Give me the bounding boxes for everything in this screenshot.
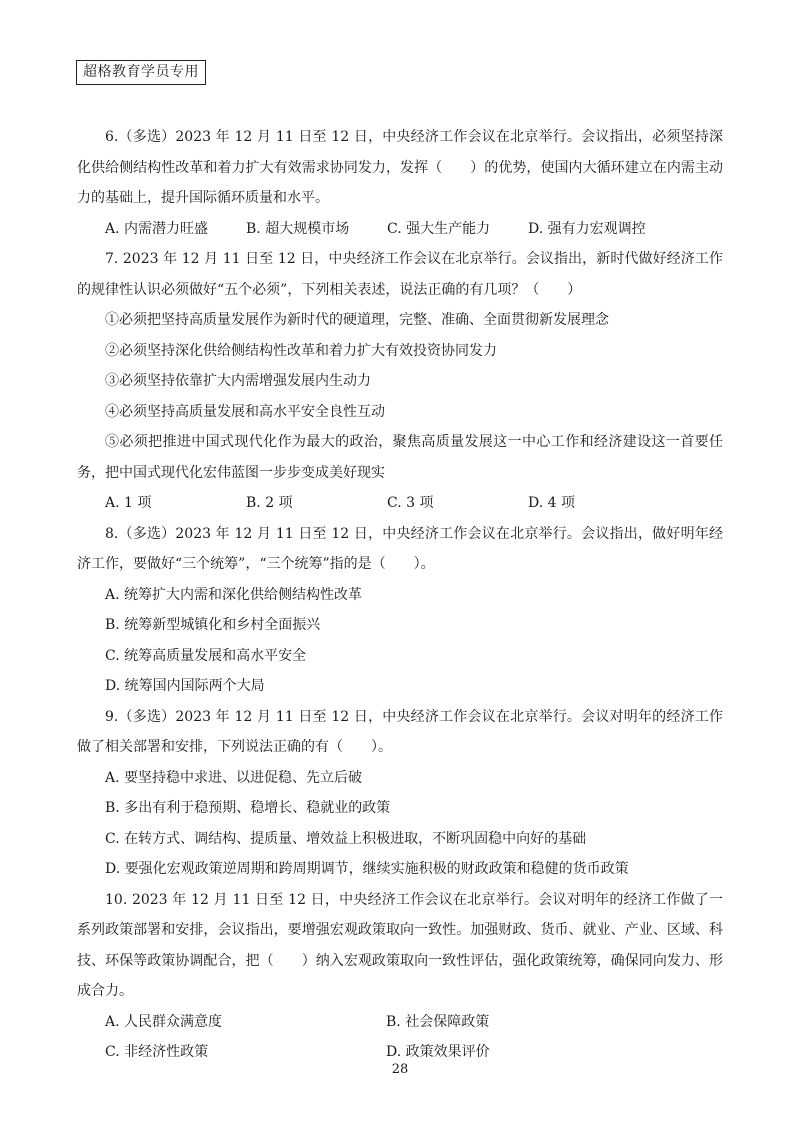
question-10-option-d[interactable]: D. 政策效果评价: [386, 1044, 490, 1060]
question-7-statement-1: ①必须把坚持高质量发展作为新时代的硬道理，完整、准确、全面贯彻新发展理念: [105, 312, 609, 328]
question-8-option-c[interactable]: C. 统筹高质量发展和高水平安全: [105, 647, 307, 664]
question-6-option-d[interactable]: D. 强有力宏观调控: [528, 220, 646, 237]
question-7-statement-3: ③必须坚持依靠扩大内需增强发展内生动力: [105, 373, 371, 389]
question-10-options-row-1: [77, 1007, 723, 1038]
question-7-option-a[interactable]: A. 1 项: [105, 495, 152, 511]
question-9-option-a[interactable]: A. 要坚持稳中求进、以进促稳、先立后破: [105, 769, 363, 786]
question-7-statement-5: ⑤必须把推进中国式现代化作为最大的政治，聚焦高质量发展这一中心工作和经济建设这一首要任务，把中国式现代化宏伟蓝图一步步变成美好现实: [77, 434, 723, 481]
header-label: 超格教育学员专用: [76, 60, 206, 85]
question-9-option-d[interactable]: D. 要强化宏观政策逆周期和跨周期调节，继续实施积极的财政政策和稳健的货币政策: [105, 861, 629, 877]
question-6-option-a[interactable]: A. 内需潜力旺盛: [105, 220, 209, 237]
question-9-option-c[interactable]: C. 在转方式、调结构、提质量、增效益上积极进取，不断巩固稳中向好的基础: [105, 830, 587, 847]
question-6-option-c[interactable]: C. 强大生产能力: [387, 220, 491, 237]
question-6-options: [77, 214, 723, 245]
question-10-stem: 10. 2023 年 12 月 11 日至 12 日，中央经济工作会议在北京举行。会议对明年的经济工作做了一系列政策部署和安排，会议指出，要增强宏观政策取向一致性。加强财政、货币、就业、产业、区域、科技、环保等政策协调配合，把（ ）纳入宏观政策取向一致性评估，强化政策统筹，确保同向发力、形成合力。: [77, 891, 723, 999]
question-7-options: [77, 488, 723, 519]
question-7-stem: 7. 2023 年 12 月 11 日至 12 日，中央经济工作会议在北京举行。会议指出，新时代做好经济工作的规律性认识必须做好“五个必须”，下列相关表述，说法正确的有几项？（ ）: [77, 251, 723, 298]
question-7-statement-2: ②必须坚持深化供给侧结构性改革和着力扩大有效投资协同发力: [105, 342, 497, 359]
question-7-option-b[interactable]: B. 2 项: [246, 495, 293, 511]
question-8-option-b[interactable]: B. 统筹新型城镇化和乡村全面振兴: [105, 617, 321, 633]
question-6-stem: 6.（多选）2023 年 12 月 11 日至 12 日，中央经济工作会议在北京举行。会议指出，必须坚持深化供给侧结构性改革和着力扩大有效需求协同发力，发挥（ ）的优势，使国内大循环建立在内需主动力的基础上，提升国际循环质量和水平。: [77, 129, 723, 206]
question-7-option-d[interactable]: D. 4 项: [528, 495, 575, 511]
question-7-option-c[interactable]: C. 3 项: [387, 495, 434, 511]
page-number: 28: [391, 1062, 409, 1077]
question-10-option-b[interactable]: B. 社会保障政策: [386, 1013, 490, 1030]
question-6-option-b[interactable]: B. 超大规模市场: [246, 220, 350, 237]
question-8-stem: 8.（多选）2023 年 12 月 11 日至 12 日，中央经济工作会议在北京举行。会议指出，做好明年经济工作，要做好“三个统筹”，“三个统筹”指的是（ ）。: [77, 525, 723, 572]
question-10-option-c[interactable]: C. 非经济性政策: [105, 1044, 209, 1060]
question-9-stem: 9.（多选）2023 年 12 月 11 日至 12 日，中央经济工作会议在北京举行。会议对明年的经济工作做了相关部署和安排，下列说法正确的有（ ）。: [77, 708, 723, 755]
question-7-statement-4: ④必须坚持高质量发展和高水平安全良性互动: [105, 403, 385, 420]
question-9-option-b[interactable]: B. 多出有利于稳预期、稳增长、稳就业的政策: [105, 800, 391, 816]
question-10-option-a[interactable]: A. 人民群众满意度: [105, 1013, 223, 1030]
question-8-option-a[interactable]: A. 统筹扩大内需和深化供给侧结构性改革: [105, 586, 363, 603]
question-8-option-d[interactable]: D. 统筹国内国际两个大局: [105, 678, 265, 694]
question-list: [77, 122, 723, 1068]
